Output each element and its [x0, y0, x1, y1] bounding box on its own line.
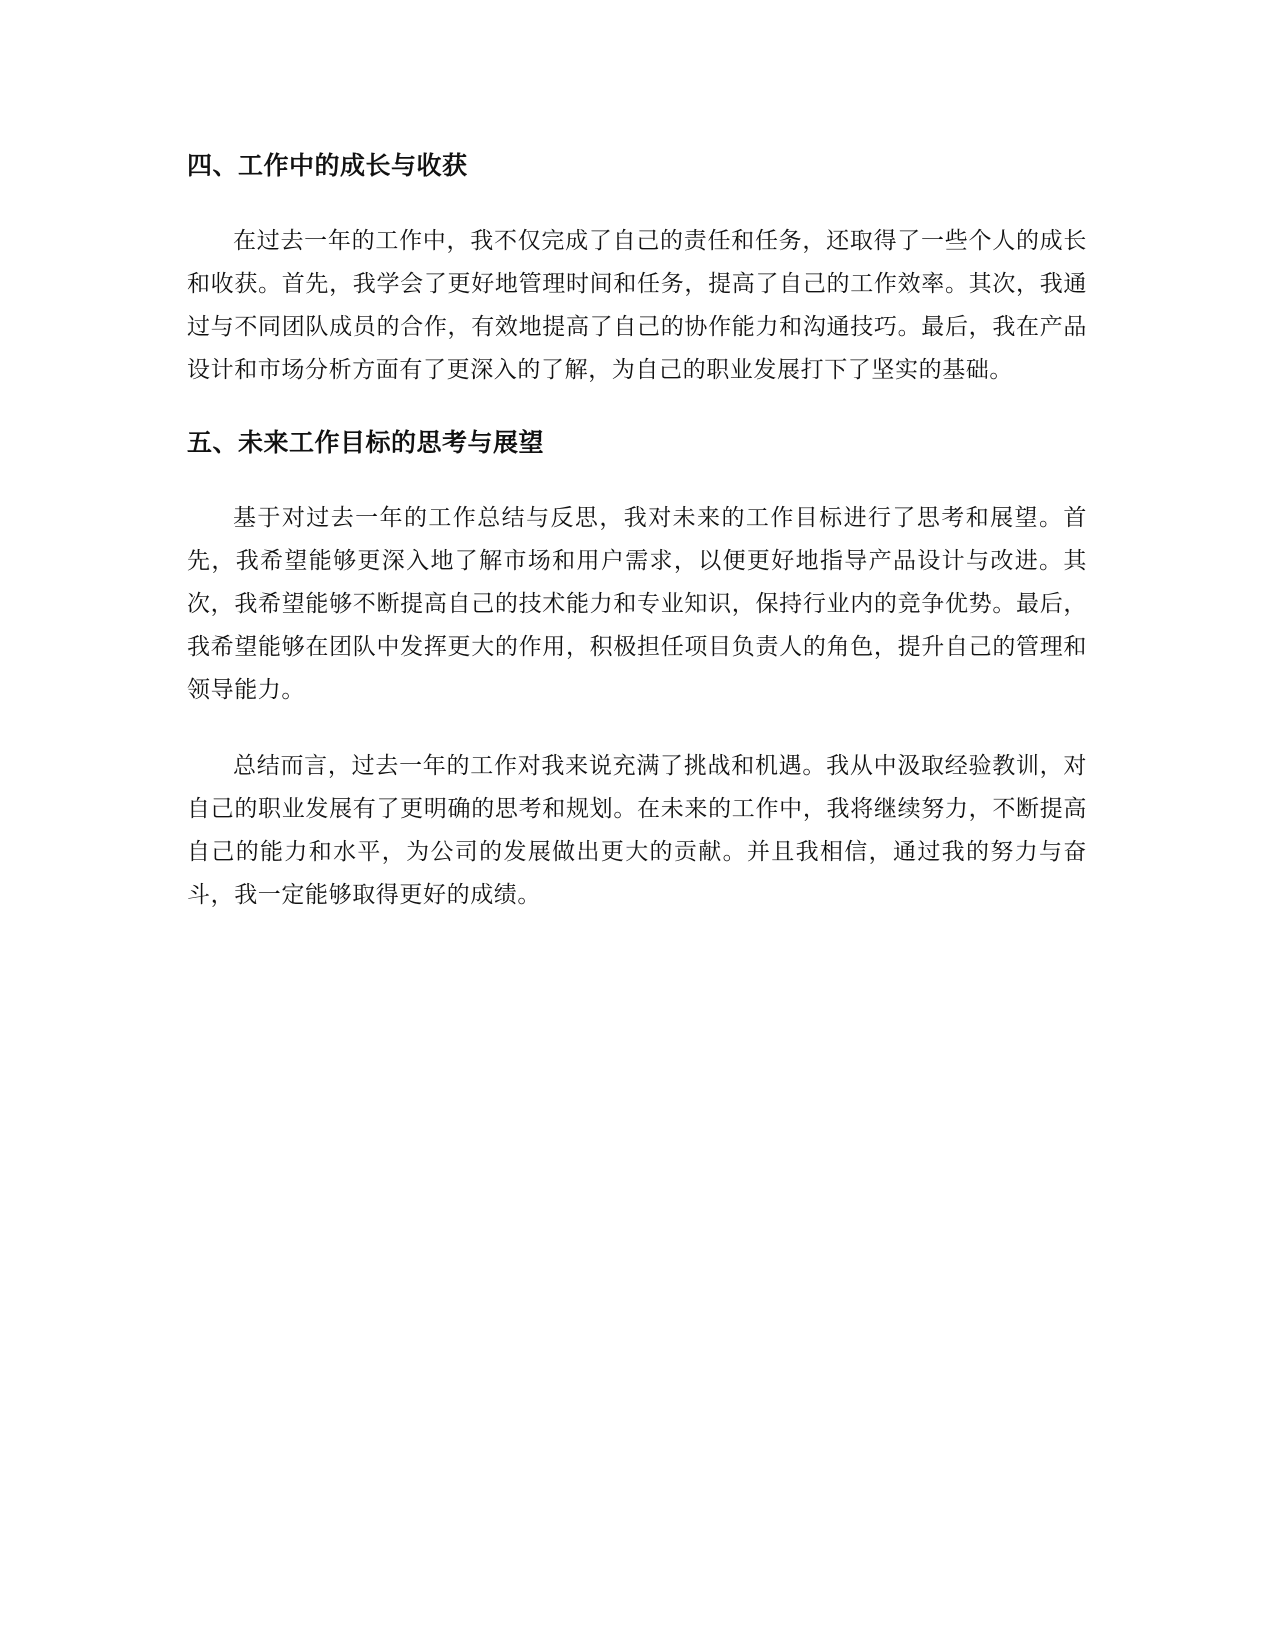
paragraph-conclusion: 总结而言，过去一年的工作对我来说充满了挑战和机遇。我从中汲取经验教训，对自己的职业发展有了更明确的思考和规划。在未来的工作中，我将继续努力，不断提高自己的能力和水平，为公司的发展做出更大的贡献。并且我相信，通过我的努力与奋斗，我一定能够取得更好的成绩。: [187, 753, 1087, 908]
section-heading-future-goals: 五、未来工作目标的思考与展望: [187, 428, 545, 457]
paragraph-growth: 在过去一年的工作中，我不仅完成了自己的责任和任务，还取得了一些个人的成长和收获。首先，我学会了更好地管理时间和任务，提高了自己的工作效率。其次，我通过与不同团队成员的合作，有效地提高了自己的协作能力和沟通技巧。最后，我在产品设计和市场分析方面有了更深入的了解，为自己的职业发展打下了坚实的基础。: [187, 228, 1087, 383]
document-body: [187, 148, 1087, 950]
section-heading-growth: 四、工作中的成长与收获: [187, 151, 468, 180]
paragraph-future-goals: 基于对过去一年的工作总结与反思，我对未来的工作目标进行了思考和展望。首先，我希望能够更深入地了解市场和用户需求，以便更好地指导产品设计与改进。其次，我希望能够不断提高自己的技术能力和专业知识，保持行业内的竞争优势。最后，我希望能够在团队中发挥更大的作用，积极担任项目负责人的角色，提升自己的管理和领导能力。: [187, 505, 1087, 703]
